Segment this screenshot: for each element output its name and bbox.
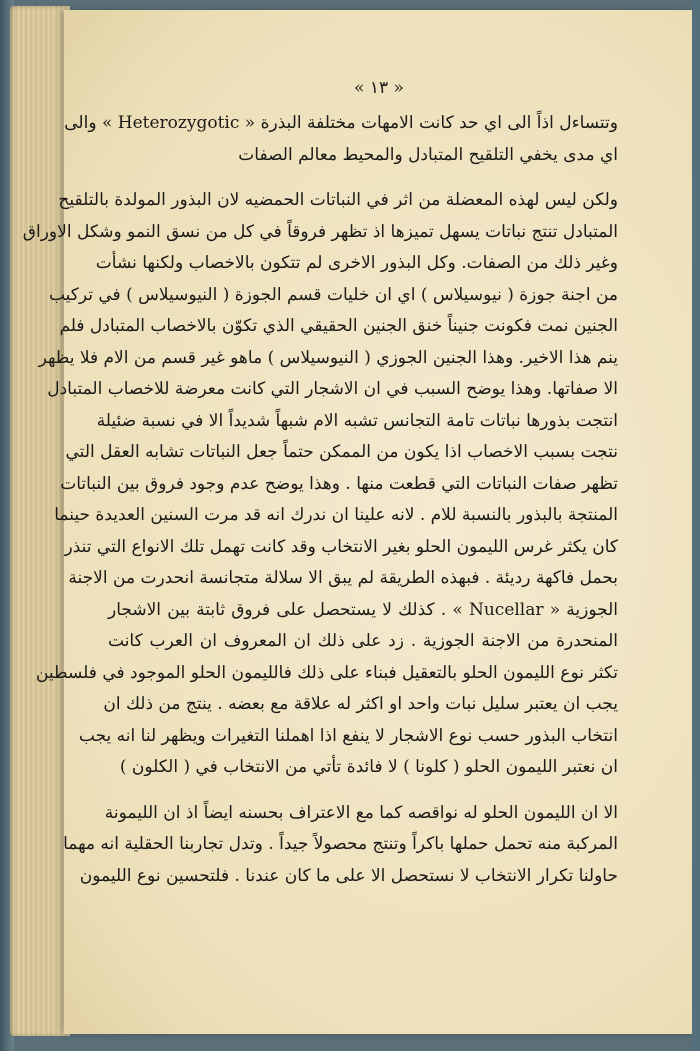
text-line: اي مدى يخفي التلقيح المتبادل والمحيط معالم الصفات bbox=[238, 144, 618, 165]
text-line: المركبة منه تحمل حملها باكراً وتنتج محصولاً جيداً . وتدل تجاربنا الحقلية انه مهما bbox=[63, 834, 618, 854]
text-line: المتبادل تنتج نباتات يسهل تميزها اذ تظهر فروقاً في كل من نسق النمو وشكل الاوراق bbox=[22, 221, 618, 242]
text-line: الجنين نمت فكونت جنيناً خنق الجنين الحقيقي الذي تكوّن بالاخصاب المتبادل فلم bbox=[59, 316, 618, 336]
text-line: انتجت بذورها نباتات تامة التجانس تشبه الام شبهاً شديداً الا في نسبة ضئيلة bbox=[96, 410, 618, 431]
paragraph-3 bbox=[63, 798, 618, 893]
text-line: وغير ذلك من الصفات. وكل البذور الاخرى لم تتكون بالاخصاب ولكنها نشأت bbox=[95, 253, 618, 273]
text-line: المنحدرة من الاجنة الجوزية . زد على ذلك ان المعروف ان العرب كانت bbox=[108, 631, 618, 651]
text-line: حاولنا تكرار الانتخاب لا نستحصل الا على ما كان عندنا . فلتحسين نوع الليمون bbox=[79, 865, 618, 886]
paragraph-2 bbox=[22, 185, 618, 784]
book-page bbox=[22, 10, 694, 1034]
text-line: كان يكثر غرس الليمون الحلو بغير الانتخاب وقد كانت تهمل تلك الانواع التي تنذر bbox=[64, 536, 618, 557]
text-line: تظهر صفات النباتات التي قطعت منها . وهذا يوضح عدم وجود فروق بين النباتات bbox=[60, 473, 618, 494]
text-line: وتتساءل اذاً الى اي حد كانت الامهات مختلفة البذرة « Heterozygotic » والى bbox=[64, 113, 618, 133]
text-line: الجوزية « Nucellar » . كذلك لا يستحصل على فروق ثابتة بين الاشجار bbox=[108, 599, 618, 620]
right-binding-edge bbox=[692, 0, 700, 1051]
text-line: الا صفاتها. وهذا يوضح السبب في ان الاشجار التي كانت معرضة للاخصاب المتبادل bbox=[47, 379, 618, 399]
text-line: من اجنة جوزة ( نيوسيلاس ) اي ان خليات قسم الجوزة ( النيوسيلاس ) في تركيب bbox=[48, 284, 618, 305]
text-line: ينم هذا الاخير. وهذا الجنين الجوزي ( النيوسيلاس ) ماهو غير قسم من الام فلا يظهر bbox=[38, 347, 618, 368]
text-line: ولكن ليس لهذه المعضلة من اثر في النباتات الحمضيه لان البذور المولدة بالتلقيح bbox=[58, 190, 618, 210]
text-line: انتخاب البذور حسب نوع الاشجار لا ينفع اذا اهملنا التغيرات ويظهر لنا انه يجب bbox=[78, 725, 618, 746]
text-line: يجب ان يعتبر سليل نبات واحد او اكثر له علاقة مع بعضه . ينتج من ذلك ان bbox=[103, 694, 618, 714]
page-text bbox=[22, 108, 618, 906]
text-line: تكثر نوع الليمون الحلو بالتعقيل فبناء على ذلك فالليمون الحلو الموجود في فلسطين bbox=[35, 662, 618, 683]
text-line: ان نعتبر الليمون الحلو ( كلونا ) لا فائدة تأتي من الانتخاب في ( الكلون ) bbox=[119, 757, 618, 777]
text-line: المنتجة بالبذور بالنسبة للام . لانه علينا ان ندرك انه قد مرت السنين العديدة حينما bbox=[54, 505, 618, 525]
paragraph-1 bbox=[64, 108, 618, 171]
text-line: الا ان الليمون الحلو له نواقصه كما مع الاعتراف بحسنه ايضاً اذ ان الليمونة bbox=[104, 802, 618, 823]
page-number: « ١٣ » bbox=[354, 78, 404, 98]
text-line: نتجت بسبب الاخصاب اذا يكون من الممكن حتماً جعل النباتات تشابه العقل التي bbox=[65, 442, 618, 462]
text-line: بحمل فاكهة رديئة . فبهذه الطريقة لم يبق الا سلالة متجانسة انحدرت من الاجنة bbox=[68, 568, 618, 588]
